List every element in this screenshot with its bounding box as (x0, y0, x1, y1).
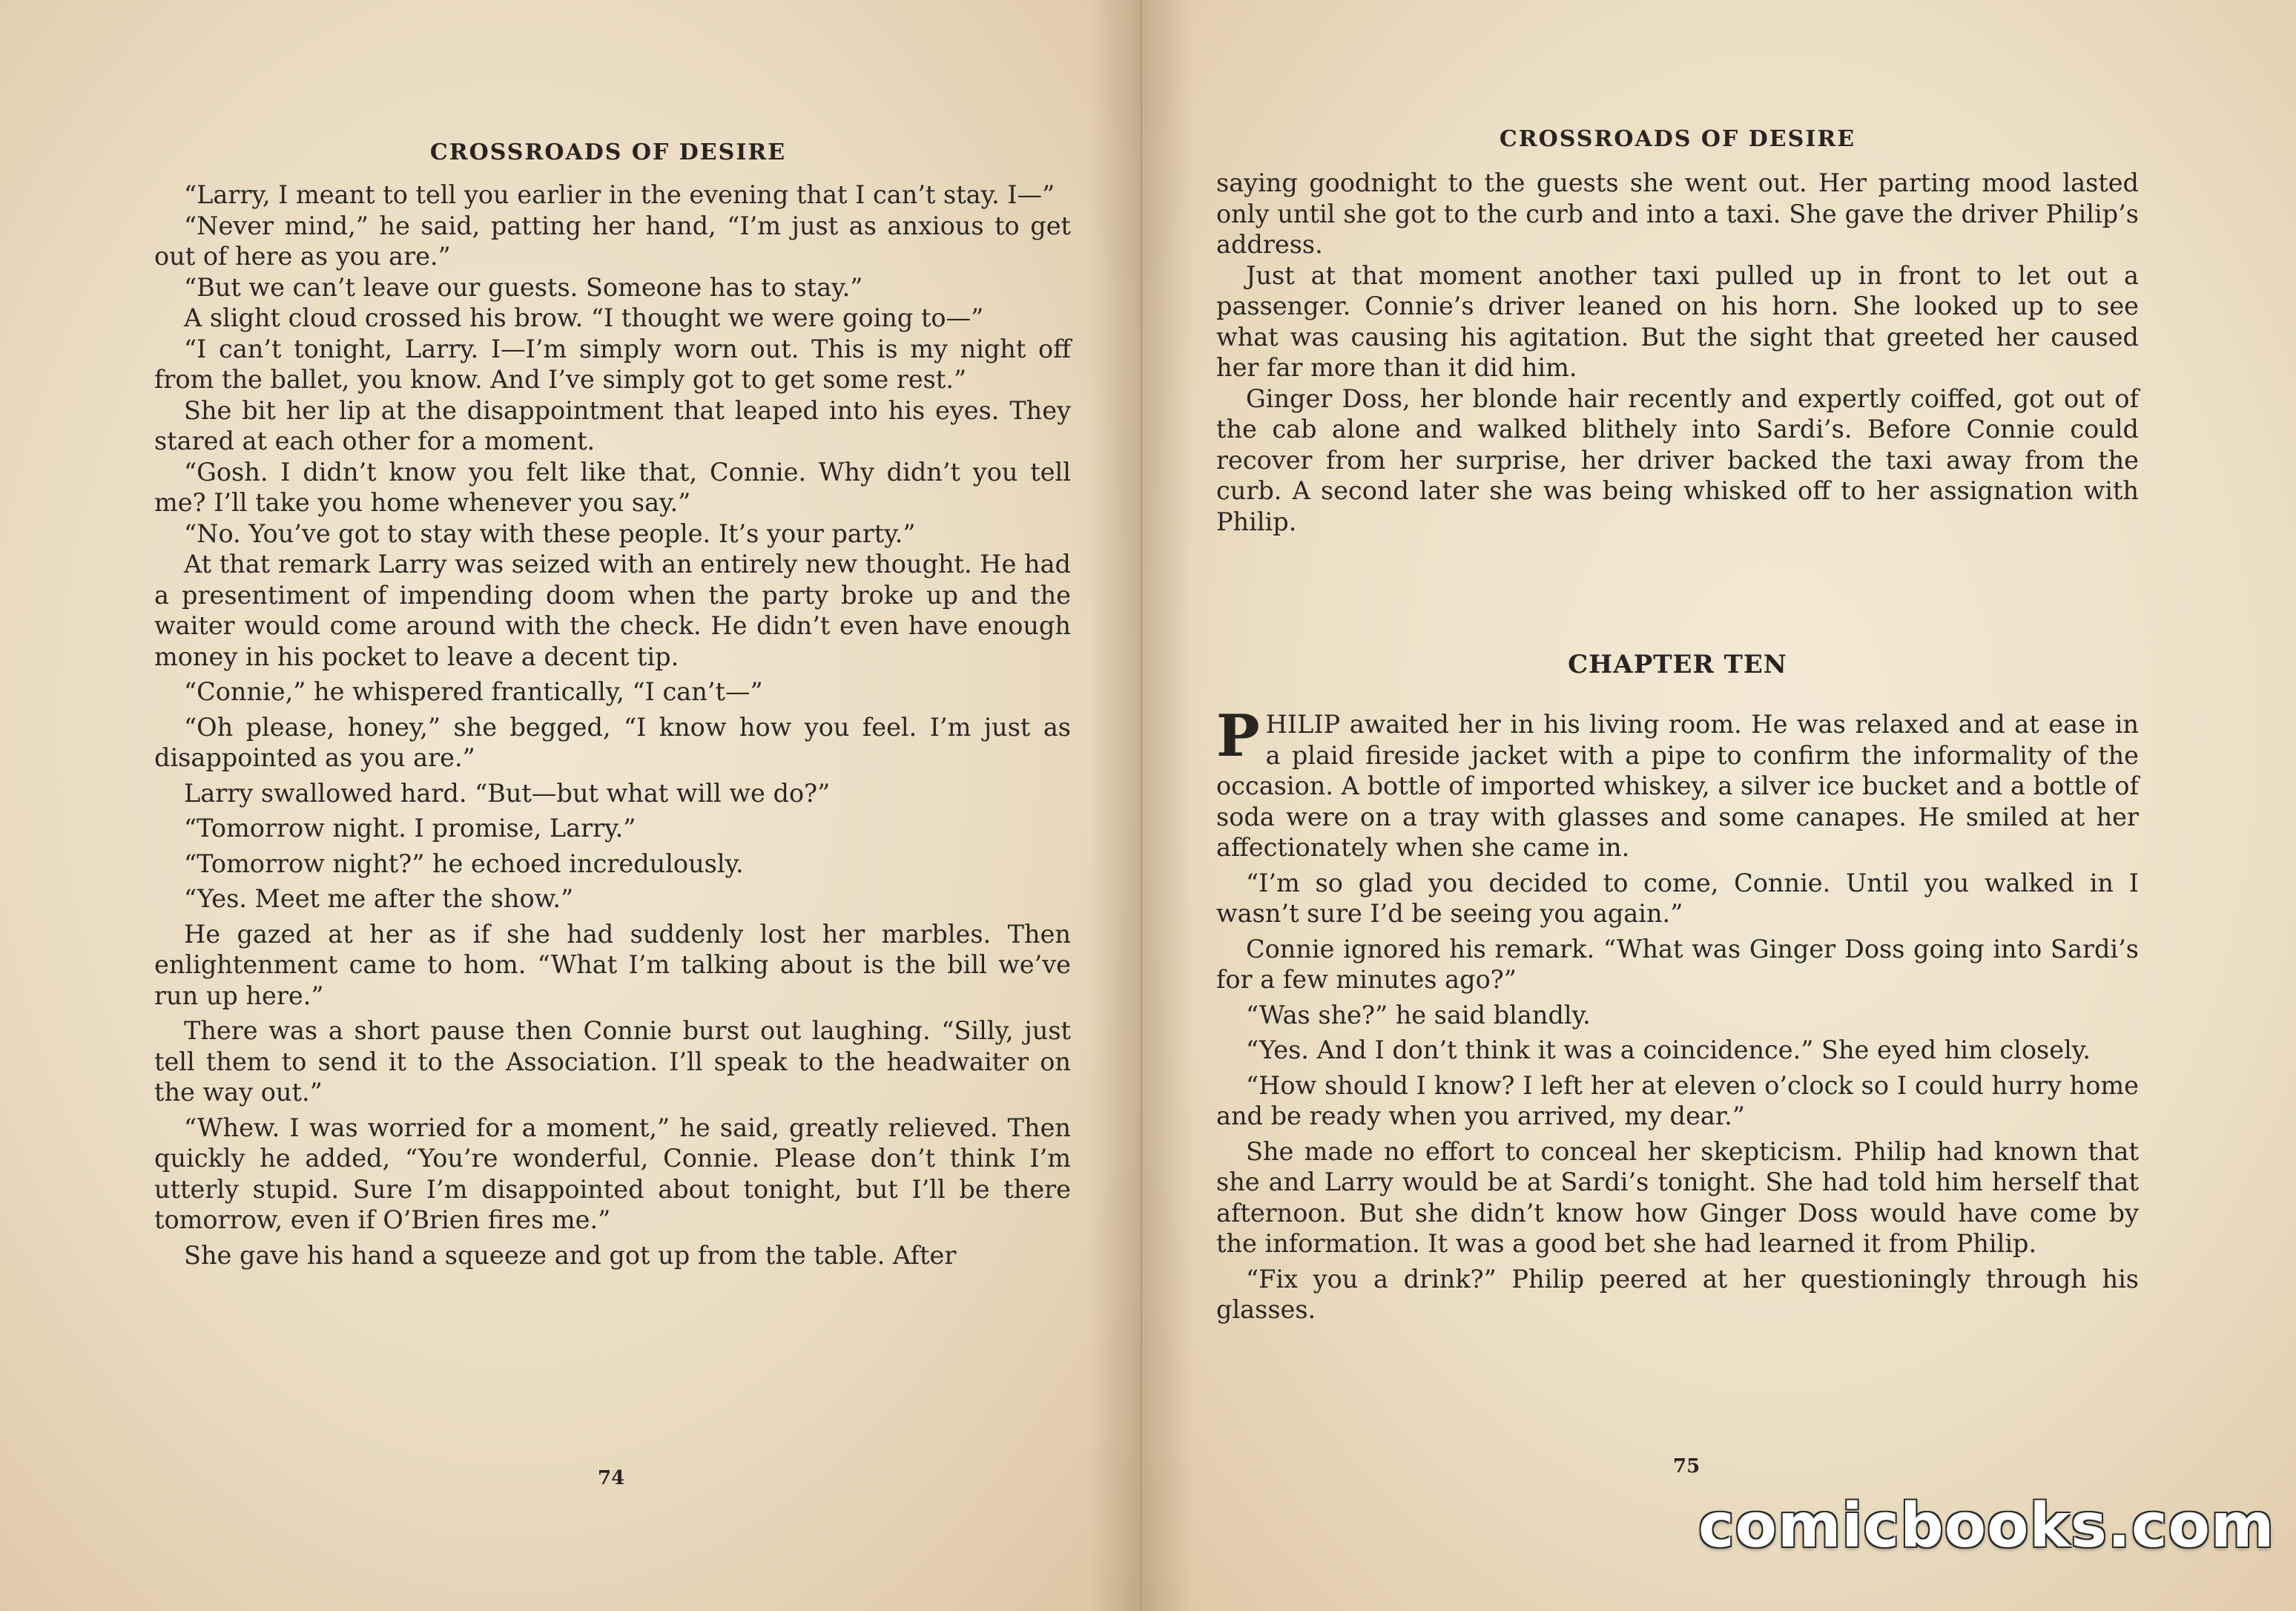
paragraph: “Yes. Meet me after the show.” (184, 884, 574, 913)
paragraph: saying goodnight to the guests she went out. Her parting mood lasted only until she got to the curb and into a taxi. She gave the driver Philip’s address. (1216, 168, 2139, 259)
paragraph: “Connie,” he whispered frantically, “I can’t—” (184, 677, 763, 706)
page-number: 74 (598, 1467, 625, 1489)
paragraph: Just at that moment another taxi pulled up in front to let out a passenger. Connie’s driver leaned on his horn. She looked up to see what was causing his agitation. But the sight that greeted her caused her far more than it did him. (1216, 260, 2139, 382)
paragraph: “Fix you a drink?” Philip peered at her questioningly through his glasses. (1216, 1264, 2139, 1324)
paragraph: “Tomorrow night?” he echoed incredulously. (184, 849, 744, 878)
running-head: CROSSROADS OF DESIRE (1499, 126, 1856, 152)
paragraph: A slight cloud crossed his brow. “I thought we were going to—” (184, 303, 984, 332)
gutter-shadow (1142, 0, 1194, 1611)
paragraph: She gave his hand a squeeze and got up from the table. After (184, 1240, 957, 1270)
page-number: 75 (1673, 1455, 1700, 1477)
body-text (154, 179, 1071, 1271)
chapter-body-text (1216, 702, 2139, 1325)
paragraph: He gazed at her as if she had suddenly lost her marbles. Then enlightenment came to hom. “What I’m talking about is the bill we’ve run up here.” (154, 919, 1071, 1010)
paragraph (1216, 702, 2139, 863)
paragraph: “Was she?” he said blandly. (1246, 1000, 1591, 1029)
paragraph: “Yes. And I don’t think it was a coincidence.” She eyed him closely. (1246, 1035, 2091, 1064)
paragraph: She made no effort to conceal her skepticism. Philip had known that she and Larry would be at Sardi’s tonight. She had told him herself that afternoon. But she didn’t know how Ginger Doss would have come by the information. It was a good bet she had learned it from Philip. (1216, 1136, 2139, 1258)
paragraph: “No. You’ve got to stay with these people. It’s your party.” (184, 518, 916, 548)
paragraph: “I’m so glad you decided to come, Connie. Until you walked in I wasn’t sure I’d be seeing you again.” (1216, 868, 2139, 928)
paragraph: “Never mind,” he said, patting her hand, “I’m just as anxious to get out of here as you are.” (154, 211, 1071, 271)
paragraph: At that remark Larry was seized with an entirely new thought. He had a presentiment of impending doom when the party broke up and the waiter would come around with the check. He didn’t even have enough money in his pocket to leave a decent tip. (154, 550, 1071, 671)
drop-cap: P (1216, 702, 1260, 770)
paragraph: Connie ignored his remark. “What was Ginger Doss going into Sardi’s for a few minutes ago?” (1216, 934, 2139, 994)
paragraph: She bit her lip at the disappointment that leaped into his eyes. They stared at each other for a moment. (154, 395, 1071, 455)
paragraph: “But we can’t leave our guests. Someone has to stay.” (184, 272, 863, 302)
paragraph: “Oh please, honey,” she begged, “I know how you feel. I’m just as disappointed as you are.” (154, 712, 1071, 772)
running-head: CROSSROADS OF DESIRE (429, 139, 787, 165)
paragraph: Larry swallowed hard. “But—but what will we do?” (184, 778, 831, 808)
body-text (1216, 168, 2139, 537)
paragraph: “Larry, I meant to tell you earlier in the evening that I can’t stay. I—” (184, 180, 1055, 209)
paragraph: “How should I know? I left her at eleven o’clock so I could hurry home and be ready when you arrived, my dear.” (1216, 1070, 2139, 1130)
paragraph: Ginger Doss, her blonde hair recently and expertly coiffed, got out of the cab alone and walked blithely into Sardi’s. Before Connie could recover from her surprise, her driver backed the taxi away from the curb. A second later she was being whisked off to her assignation with Philip. (1216, 383, 2139, 536)
left-page (0, 0, 1142, 1611)
paragraph: “Whew. I was worried for a moment,” he said, greatly relieved. Then quickly he added, “You’re wonderful, Connie. Please don’t think I’m utterly stupid. Sure I’m disappointed about tonight, but I’ll be there tomorrow, even if O’Brien fires me.” (154, 1113, 1071, 1234)
paragraph: There was a short pause then Connie burst out laughing. “Silly, just tell them to send it to the Association. I’ll speak to the headwaiter on the way out.” (154, 1016, 1071, 1107)
gutter-shadow (1089, 0, 1141, 1611)
chapter-title: CHAPTER TEN (1568, 650, 1787, 679)
paragraph: “Gosh. I didn’t know you felt like that, Connie. Why didn’t you tell me? I’ll take you home whenever you say.” (154, 457, 1071, 517)
paragraph-text: HILIP awaited her in his living room. He was relaxed and at ease in a plaid fireside jacket with a pipe to confirm the informality of the occasion. A bottle of imported whiskey, a silver ice bucket and a bottle of soda were on a tray with glasses and some canapes. He smiled at her affectionately when she came in. (1216, 710, 2139, 862)
paragraph: “Tomorrow night. I promise, Larry.” (184, 814, 636, 843)
paragraph: “I can’t tonight, Larry. I—I’m simply worn out. This is my night off from the ballet, you know. And I’ve simply got to get some rest.” (154, 334, 1071, 394)
watermark: comicbooks.com (1698, 1491, 2275, 1561)
